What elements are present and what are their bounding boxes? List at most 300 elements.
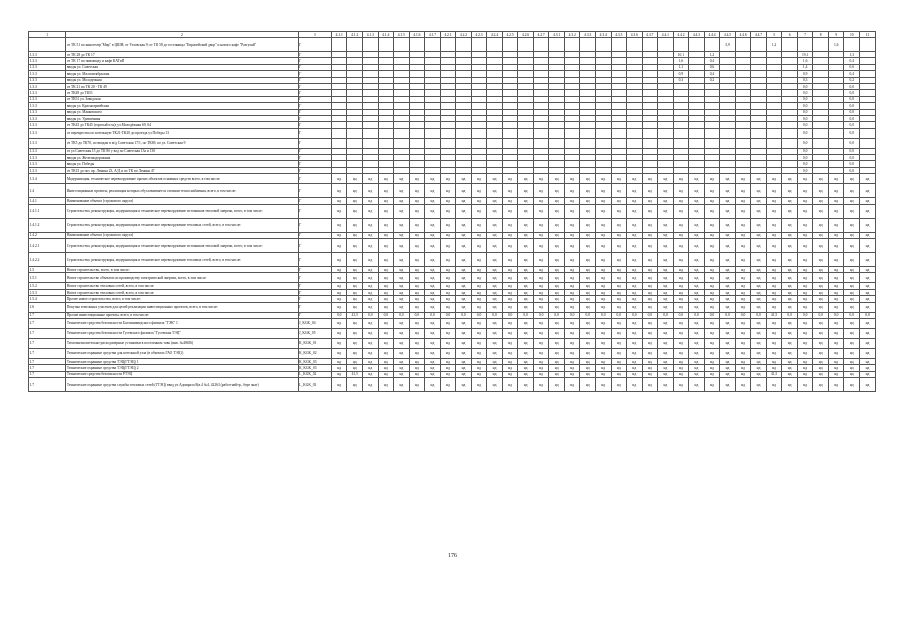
value-cell: нд	[331, 338, 347, 348]
value-cell: нд	[533, 296, 549, 302]
value-cell: нд	[502, 358, 518, 364]
value-cell: нд	[502, 232, 518, 238]
value-cell: нд	[331, 358, 347, 364]
value-cell: нд	[363, 184, 379, 198]
value-cell: нд	[782, 218, 798, 232]
project-code-cell: Г	[298, 198, 331, 204]
value-cell: нд	[797, 218, 813, 232]
value-cell	[797, 38, 813, 52]
value-cell: нд	[580, 267, 596, 273]
project-code-cell: Г	[298, 64, 331, 70]
value-cell: нд	[828, 267, 844, 273]
row-number-cell: 1.7	[29, 328, 66, 338]
value-cell: нд	[378, 253, 394, 267]
value-cell: нд	[564, 378, 580, 392]
value-cell: нд	[518, 218, 534, 232]
value-cell: нд	[611, 253, 627, 267]
value-cell	[580, 38, 596, 52]
value-cell: 0,0	[828, 312, 844, 318]
value-cell: 0,0	[378, 312, 394, 318]
project-name-cell: Новое строительство тепловых сетей, всего, в том числе:	[66, 283, 298, 289]
value-cell: нд	[409, 253, 425, 267]
value-cell: нд	[751, 283, 767, 289]
value-cell: нд	[704, 273, 720, 283]
value-cell	[735, 138, 751, 148]
value-cell: нд	[518, 198, 534, 204]
value-cell: 0,0	[797, 109, 813, 115]
value-cell: нд	[766, 184, 782, 198]
value-cell: нд	[627, 218, 643, 232]
value-cell: 1,6	[797, 58, 813, 64]
value-cell: нд	[735, 239, 751, 253]
value-cell: нд	[611, 365, 627, 371]
value-cell: нд	[518, 328, 534, 338]
value-cell: нд	[533, 348, 549, 358]
value-cell: нд	[580, 358, 596, 364]
value-cell: нд	[828, 204, 844, 218]
project-code-cell: Г	[298, 138, 331, 148]
value-cell: нд	[394, 328, 410, 338]
value-cell	[642, 128, 658, 138]
value-cell	[502, 38, 518, 52]
value-cell: нд	[611, 302, 627, 312]
value-cell	[394, 128, 410, 138]
value-cell: нд	[487, 371, 503, 377]
value-cell: нд	[782, 198, 798, 204]
value-cell: нд	[813, 371, 829, 377]
project-code-cell: Г	[298, 204, 331, 218]
project-name-cell: Строительство, реконструкция, модернизация и техническое перевооружение источников тепловой энергии, всего, в том числе:	[66, 204, 298, 218]
value-cell: нд	[642, 283, 658, 289]
project-name-cell: вводы ул. Маяковского	[66, 109, 298, 115]
value-cell: нд	[689, 378, 705, 392]
column-number-cell: 11	[860, 32, 876, 38]
project-code-cell: К_KGK_01	[298, 338, 331, 348]
value-cell: нд	[533, 174, 549, 184]
value-cell: нд	[766, 239, 782, 253]
value-cell: нд	[689, 365, 705, 371]
value-cell: 0,0	[797, 167, 813, 173]
value-cell: 0,0	[394, 312, 410, 318]
value-cell: нд	[564, 302, 580, 312]
value-cell: нд	[642, 289, 658, 295]
value-cell: нд	[564, 174, 580, 184]
row-number-cell: 1.7	[29, 371, 66, 377]
value-cell: нд	[642, 239, 658, 253]
value-cell: нд	[704, 296, 720, 302]
value-cell: нд	[425, 218, 441, 232]
value-cell: 0,0	[456, 312, 472, 318]
column-number-cell: 2	[66, 32, 298, 38]
value-cell: нд	[658, 378, 674, 392]
value-cell: нд	[828, 174, 844, 184]
value-cell: 0,0	[425, 312, 441, 318]
value-cell: нд	[347, 204, 363, 218]
value-cell: 0,4	[844, 71, 860, 77]
value-cell: нд	[331, 232, 347, 238]
value-cell: 1,2	[766, 38, 782, 52]
value-cell: нд	[704, 328, 720, 338]
value-cell: нд	[363, 365, 379, 371]
value-cell	[425, 128, 441, 138]
value-cell: нд	[502, 328, 518, 338]
row-number-cell: 1.4	[29, 184, 66, 198]
project-code-cell: J_KGK_05	[298, 328, 331, 338]
value-cell: нд	[627, 296, 643, 302]
value-cell: нд	[363, 198, 379, 204]
value-cell: нд	[813, 174, 829, 184]
value-cell: нд	[860, 318, 876, 328]
project-code-cell: Г	[298, 109, 331, 115]
value-cell: нд	[487, 283, 503, 289]
value-cell	[549, 128, 565, 138]
value-cell: нд	[533, 289, 549, 295]
value-cell: нд	[487, 267, 503, 273]
value-cell: нд	[471, 184, 487, 198]
project-name-cell: Новое строительство объектов по производству электрической энергии, всего, в том числе:	[66, 273, 298, 283]
value-cell: 0,0	[797, 128, 813, 138]
value-cell: нд	[487, 184, 503, 198]
project-name-cell: Прочее новое строительство, всего, в том числе:	[66, 296, 298, 302]
value-cell: нд	[331, 283, 347, 289]
value-cell: нд	[580, 371, 596, 377]
column-number-cell: 4.2.6	[518, 32, 534, 38]
value-cell: нд	[828, 302, 844, 312]
value-cell: нд	[797, 253, 813, 267]
value-cell: нд	[409, 204, 425, 218]
column-number-cell: 4.1.7	[425, 32, 441, 38]
value-cell: нд	[627, 302, 643, 312]
value-cell: нд	[564, 296, 580, 302]
value-cell	[487, 128, 503, 138]
value-cell: нд	[595, 283, 611, 289]
value-cell: нд	[642, 204, 658, 218]
project-name-cell: Тепловычислительно-расходомерные установки в поселенном товк (инв. №40656)	[66, 338, 298, 348]
value-cell: нд	[549, 204, 565, 218]
value-cell: нд	[673, 184, 689, 198]
value-cell: нд	[658, 338, 674, 348]
value-cell: 0,0	[844, 90, 860, 96]
value-cell: нд	[487, 365, 503, 371]
value-cell: нд	[471, 318, 487, 328]
value-cell: нд	[658, 371, 674, 377]
value-cell: 0,0	[844, 128, 860, 138]
value-cell: нд	[860, 371, 876, 377]
value-cell: нд	[797, 302, 813, 312]
value-cell: нд	[533, 328, 549, 338]
value-cell: 0,4	[844, 58, 860, 64]
value-cell: нд	[456, 365, 472, 371]
value-cell: нд	[860, 358, 876, 364]
column-number-cell: 3	[298, 32, 331, 38]
value-cell	[658, 38, 674, 52]
value-cell: нд	[813, 348, 829, 358]
row-number-cell: 1.3.3	[29, 52, 66, 58]
value-cell: нд	[844, 371, 860, 377]
value-cell: нд	[456, 371, 472, 377]
value-cell: нд	[813, 358, 829, 364]
value-cell: нд	[689, 198, 705, 204]
value-cell: нд	[363, 204, 379, 218]
value-cell: нд	[704, 232, 720, 238]
value-cell	[642, 38, 658, 52]
value-cell: нд	[797, 239, 813, 253]
project-code-cell: Г	[298, 128, 331, 138]
row-number-cell: 1.3.3	[29, 161, 66, 167]
value-cell: нд	[440, 328, 456, 338]
value-cell: нд	[751, 371, 767, 377]
value-cell: 0,0	[363, 312, 379, 318]
value-cell: нд	[642, 358, 658, 364]
value-cell: нд	[642, 371, 658, 377]
value-cell: нд	[704, 348, 720, 358]
value-cell: нд	[673, 239, 689, 253]
project-code-cell: Г	[298, 296, 331, 302]
value-cell: нд	[735, 302, 751, 312]
value-cell: нд	[425, 365, 441, 371]
value-cell: нд	[347, 378, 363, 392]
value-cell: нд	[533, 371, 549, 377]
value-cell: нд	[425, 378, 441, 392]
project-name-cell: от ТК 21 по ТК 20 - ТК 49	[66, 83, 298, 89]
value-cell: нд	[595, 253, 611, 267]
value-cell: 41,5	[766, 371, 782, 377]
value-cell: нд	[735, 328, 751, 338]
value-cell: нд	[766, 358, 782, 364]
value-cell: нд	[425, 318, 441, 328]
project-name-cell: вводы ул. Красноармейская	[66, 103, 298, 109]
value-cell: нд	[595, 174, 611, 184]
column-number-cell: 10	[844, 32, 860, 38]
value-cell: нд	[549, 338, 565, 348]
table-row	[29, 184, 876, 198]
value-cell: нд	[409, 239, 425, 253]
value-cell: нд	[409, 338, 425, 348]
value-cell: нд	[331, 174, 347, 184]
value-cell: 0,0	[844, 155, 860, 161]
value-cell: нд	[797, 371, 813, 377]
value-cell: нд	[331, 348, 347, 358]
value-cell: нд	[766, 253, 782, 267]
value-cell: нд	[797, 283, 813, 289]
table-row	[29, 253, 876, 267]
value-cell: нд	[844, 378, 860, 392]
value-cell: нд	[611, 378, 627, 392]
value-cell: нд	[595, 204, 611, 218]
value-cell: нд	[394, 358, 410, 364]
value-cell: нд	[471, 328, 487, 338]
value-cell: нд	[347, 198, 363, 204]
value-cell: нд	[456, 232, 472, 238]
value-cell: нд	[720, 253, 736, 267]
row-number-cell: 1.5.3	[29, 289, 66, 295]
value-cell: нд	[720, 348, 736, 358]
value-cell: нд	[828, 273, 844, 283]
value-cell: нд	[658, 318, 674, 328]
value-cell: нд	[797, 358, 813, 364]
value-cell: нд	[735, 204, 751, 218]
value-cell: нд	[813, 365, 829, 371]
value-cell: 0,0	[813, 312, 829, 318]
value-cell: нд	[378, 273, 394, 283]
value-cell: нд	[487, 328, 503, 338]
value-cell: 0,0	[844, 138, 860, 148]
value-cell: нд	[642, 302, 658, 312]
value-cell: нд	[549, 289, 565, 295]
value-cell: нд	[766, 174, 782, 184]
value-cell: нд	[797, 289, 813, 295]
project-name-cell: Новое строительство тепловых сетей, всего, в том числе:	[66, 289, 298, 295]
value-cell: нд	[549, 184, 565, 198]
value-cell: нд	[782, 302, 798, 312]
value-cell: нд	[595, 184, 611, 198]
value-cell: нд	[533, 218, 549, 232]
value-cell: нд	[425, 283, 441, 289]
value-cell: нд	[735, 296, 751, 302]
value-cell: нд	[347, 239, 363, 253]
value-cell: нд	[720, 267, 736, 273]
value-cell: 41,5	[347, 371, 363, 377]
value-cell: нд	[782, 253, 798, 267]
value-cell: нд	[720, 289, 736, 295]
value-cell: нд	[735, 174, 751, 184]
column-number-cell: 7	[797, 32, 813, 38]
value-cell: нд	[487, 174, 503, 184]
value-cell: нд	[797, 204, 813, 218]
column-number-cell: 4.4.2	[673, 32, 689, 38]
value-cell: нд	[704, 318, 720, 328]
project-code-cell: Г	[298, 58, 331, 64]
row-number-cell: 1.3.3	[29, 122, 66, 128]
value-cell: нд	[347, 289, 363, 295]
value-cell	[533, 38, 549, 52]
value-cell	[425, 38, 441, 52]
row-number-cell	[29, 38, 66, 52]
value-cell: нд	[533, 232, 549, 238]
value-cell: нд	[642, 296, 658, 302]
value-cell: нд	[844, 198, 860, 204]
value-cell: нд	[860, 273, 876, 283]
value-cell: 0,9	[797, 71, 813, 77]
project-code-cell: Г	[298, 312, 331, 318]
value-cell: нд	[704, 289, 720, 295]
value-cell: 0,0	[580, 312, 596, 318]
value-cell: нд	[689, 289, 705, 295]
value-cell	[409, 138, 425, 148]
value-cell: нд	[487, 318, 503, 328]
value-cell: нд	[378, 267, 394, 273]
project-name-cell: Технические охранные средства для котельной узла (в объектах ГАО ТЭЦ1)	[66, 348, 298, 358]
value-cell: нд	[720, 302, 736, 312]
value-cell: 0,0	[844, 109, 860, 115]
value-cell	[456, 38, 472, 52]
value-cell: нд	[394, 371, 410, 377]
value-cell: нд	[813, 198, 829, 204]
value-cell	[471, 138, 487, 148]
value-cell: нд	[487, 358, 503, 364]
value-cell: нд	[611, 328, 627, 338]
value-cell: нд	[409, 302, 425, 312]
row-number-cell: 1.3.3	[29, 128, 66, 138]
value-cell: нд	[580, 184, 596, 198]
value-cell: нд	[766, 302, 782, 312]
value-cell: нд	[471, 174, 487, 184]
value-cell: нд	[471, 302, 487, 312]
value-cell: 0,0	[533, 312, 549, 318]
value-cell: 0,0	[409, 312, 425, 318]
project-code-cell: Г	[298, 115, 331, 121]
column-number-cell: 4.3.4	[595, 32, 611, 38]
value-cell	[533, 138, 549, 148]
value-cell: нд	[502, 338, 518, 348]
value-cell: нд	[766, 378, 782, 392]
value-cell: 0,2	[844, 77, 860, 83]
value-cell: нд	[378, 371, 394, 377]
value-cell: нд	[689, 283, 705, 289]
value-cell: нд	[735, 267, 751, 273]
value-cell	[580, 138, 596, 148]
value-cell: нд	[642, 365, 658, 371]
value-cell: нд	[844, 184, 860, 198]
value-cell	[627, 38, 643, 52]
project-name-cell: от ТК 28 до ТК 17	[66, 52, 298, 58]
value-cell: нд	[797, 273, 813, 283]
page-number: 176	[448, 553, 457, 559]
value-cell: нд	[564, 253, 580, 267]
value-cell: нд	[409, 365, 425, 371]
value-cell: нд	[813, 289, 829, 295]
value-cell: нд	[518, 365, 534, 371]
value-cell: нд	[595, 289, 611, 295]
value-cell: нд	[782, 283, 798, 289]
value-cell: нд	[549, 174, 565, 184]
value-cell: нд	[394, 289, 410, 295]
value-cell: нд	[347, 253, 363, 267]
value-cell	[378, 128, 394, 138]
value-cell: нд	[595, 358, 611, 364]
value-cell: нд	[658, 239, 674, 253]
value-cell: нд	[642, 338, 658, 348]
value-cell: нд	[456, 198, 472, 204]
value-cell: нд	[766, 328, 782, 338]
value-cell: нд	[673, 318, 689, 328]
value-cell: нд	[518, 174, 534, 184]
value-cell: нд	[394, 378, 410, 392]
value-cell: нд	[860, 302, 876, 312]
column-number-cell: 4.3.5	[611, 32, 627, 38]
value-cell: нд	[627, 174, 643, 184]
value-cell: 1,4	[797, 64, 813, 70]
value-cell: 0,0	[487, 312, 503, 318]
value-cell: нд	[595, 273, 611, 283]
value-cell	[720, 138, 736, 148]
value-cell: нд	[471, 283, 487, 289]
value-cell: нд	[409, 328, 425, 338]
value-cell: нд	[502, 371, 518, 377]
value-cell: нд	[564, 239, 580, 253]
value-cell: нд	[782, 239, 798, 253]
value-cell: 0,0	[797, 148, 813, 154]
value-cell: нд	[844, 283, 860, 289]
value-cell: нд	[813, 302, 829, 312]
value-cell: нд	[751, 253, 767, 267]
value-cell: нд	[471, 232, 487, 238]
value-cell	[549, 138, 565, 148]
project-code-cell: Г	[298, 38, 331, 52]
value-cell: нд	[673, 365, 689, 371]
value-cell	[549, 38, 565, 52]
value-cell: 0,0	[735, 312, 751, 318]
